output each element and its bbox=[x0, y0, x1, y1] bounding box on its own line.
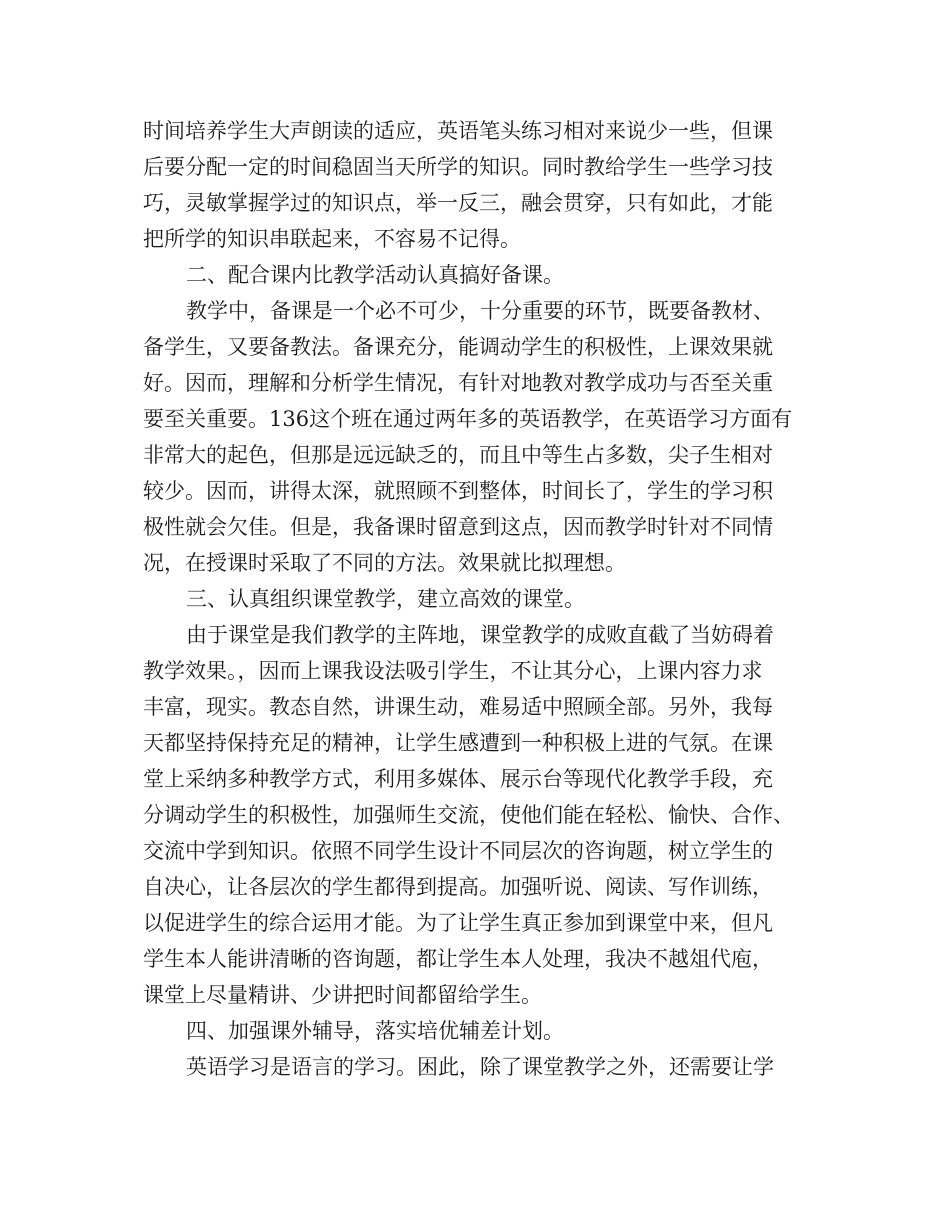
text-line: 后要分配一定的时间稳固当天所学的知识。同时教给学生一些学习技 bbox=[143, 155, 773, 179]
section-heading: 四、加强课外辅导，落实培优辅差计划。 bbox=[186, 1019, 564, 1043]
text-line: 教学效果。，因而上课我设法吸引学生，不让其分心，上课内容力求 bbox=[143, 659, 763, 683]
section-heading: 二、配合课内比教学活动认真搞好备课。 bbox=[186, 263, 564, 287]
text-line: 极性就会欠佳。但是，我备课时留意到这点，因而教学时针对不同情 bbox=[143, 515, 773, 539]
text-line: 分调动学生的积极性，加强师生交流，使他们能在轻松、愉快、合作、 bbox=[143, 803, 794, 827]
text-line: 好。因而，理解和分析学生情况，有针对地教对教学成功与否至关重 bbox=[143, 371, 773, 395]
text-line: 以促进学生的综合运用才能。为了让学生真正参加到课堂中来，但凡 bbox=[143, 911, 773, 935]
text-line: 学生本人能讲清晰的咨询题，都让学生本人处理，我决不越俎代庖， bbox=[143, 947, 773, 971]
text-line: 较少。因而，讲得太深，就照顾不到整体，时间长了，学生的学习积 bbox=[143, 479, 773, 503]
text-line: 况，在授课时采取了不同的方法。效果就比拟理想。 bbox=[143, 551, 626, 575]
text-line: 巧，灵敏掌握学过的知识点，举一反三，融会贯穿，只有如此，才能 bbox=[143, 191, 773, 215]
text-line: 要至关重要。136这个班在通过两年多的英语教学，在英语学习方面有 bbox=[143, 407, 793, 431]
text-line: 自决心，让各层次的学生都得到提高。加强听说、阅读、写作训练， bbox=[143, 875, 773, 899]
text-line: 由于课堂是我们教学的主阵地，课堂教学的成败直截了当妨碍着 bbox=[186, 623, 774, 647]
text-line: 课堂上尽量精讲、少讲把时间都留给学生。 bbox=[143, 983, 542, 1007]
text-line: 丰富，现实。教态自然，讲课生动，难易适中照顾全部。另外，我每 bbox=[143, 695, 773, 719]
section-heading: 三、认真组织课堂教学，建立高效的课堂。 bbox=[186, 587, 585, 611]
text-line: 时间培养学生大声朗读的适应，英语笔头练习相对来说少一些，但课 bbox=[143, 119, 773, 143]
text-line: 备学生，又要备教法。备课充分，能调动学生的积极性，上课效果就 bbox=[143, 335, 773, 359]
text-line: 教学中，备课是一个必不可少，十分重要的环节，既要备教材、 bbox=[186, 299, 774, 323]
text-line: 英语学习是语言的学习。困此，除了课堂教学之外，还需要让学 bbox=[186, 1055, 774, 1079]
text-line: 非常大的起色，但那是远远缺乏的，而且中等生占多数，尖子生相对 bbox=[143, 443, 773, 467]
text-line: 堂上采纳多种教学方式，利用多媒体、展示台等现代化教学手段，充 bbox=[143, 767, 773, 791]
text-line: 把所学的知识串联起来，不容易不记得。 bbox=[143, 227, 521, 251]
text-line: 天都坚持保持充足的精神，让学生感遭到一种积极上进的气氛。在课 bbox=[143, 731, 773, 755]
text-line: 交流中学到知识。依照不同学生设计不同层次的咨询题，树立学生的 bbox=[143, 839, 773, 863]
